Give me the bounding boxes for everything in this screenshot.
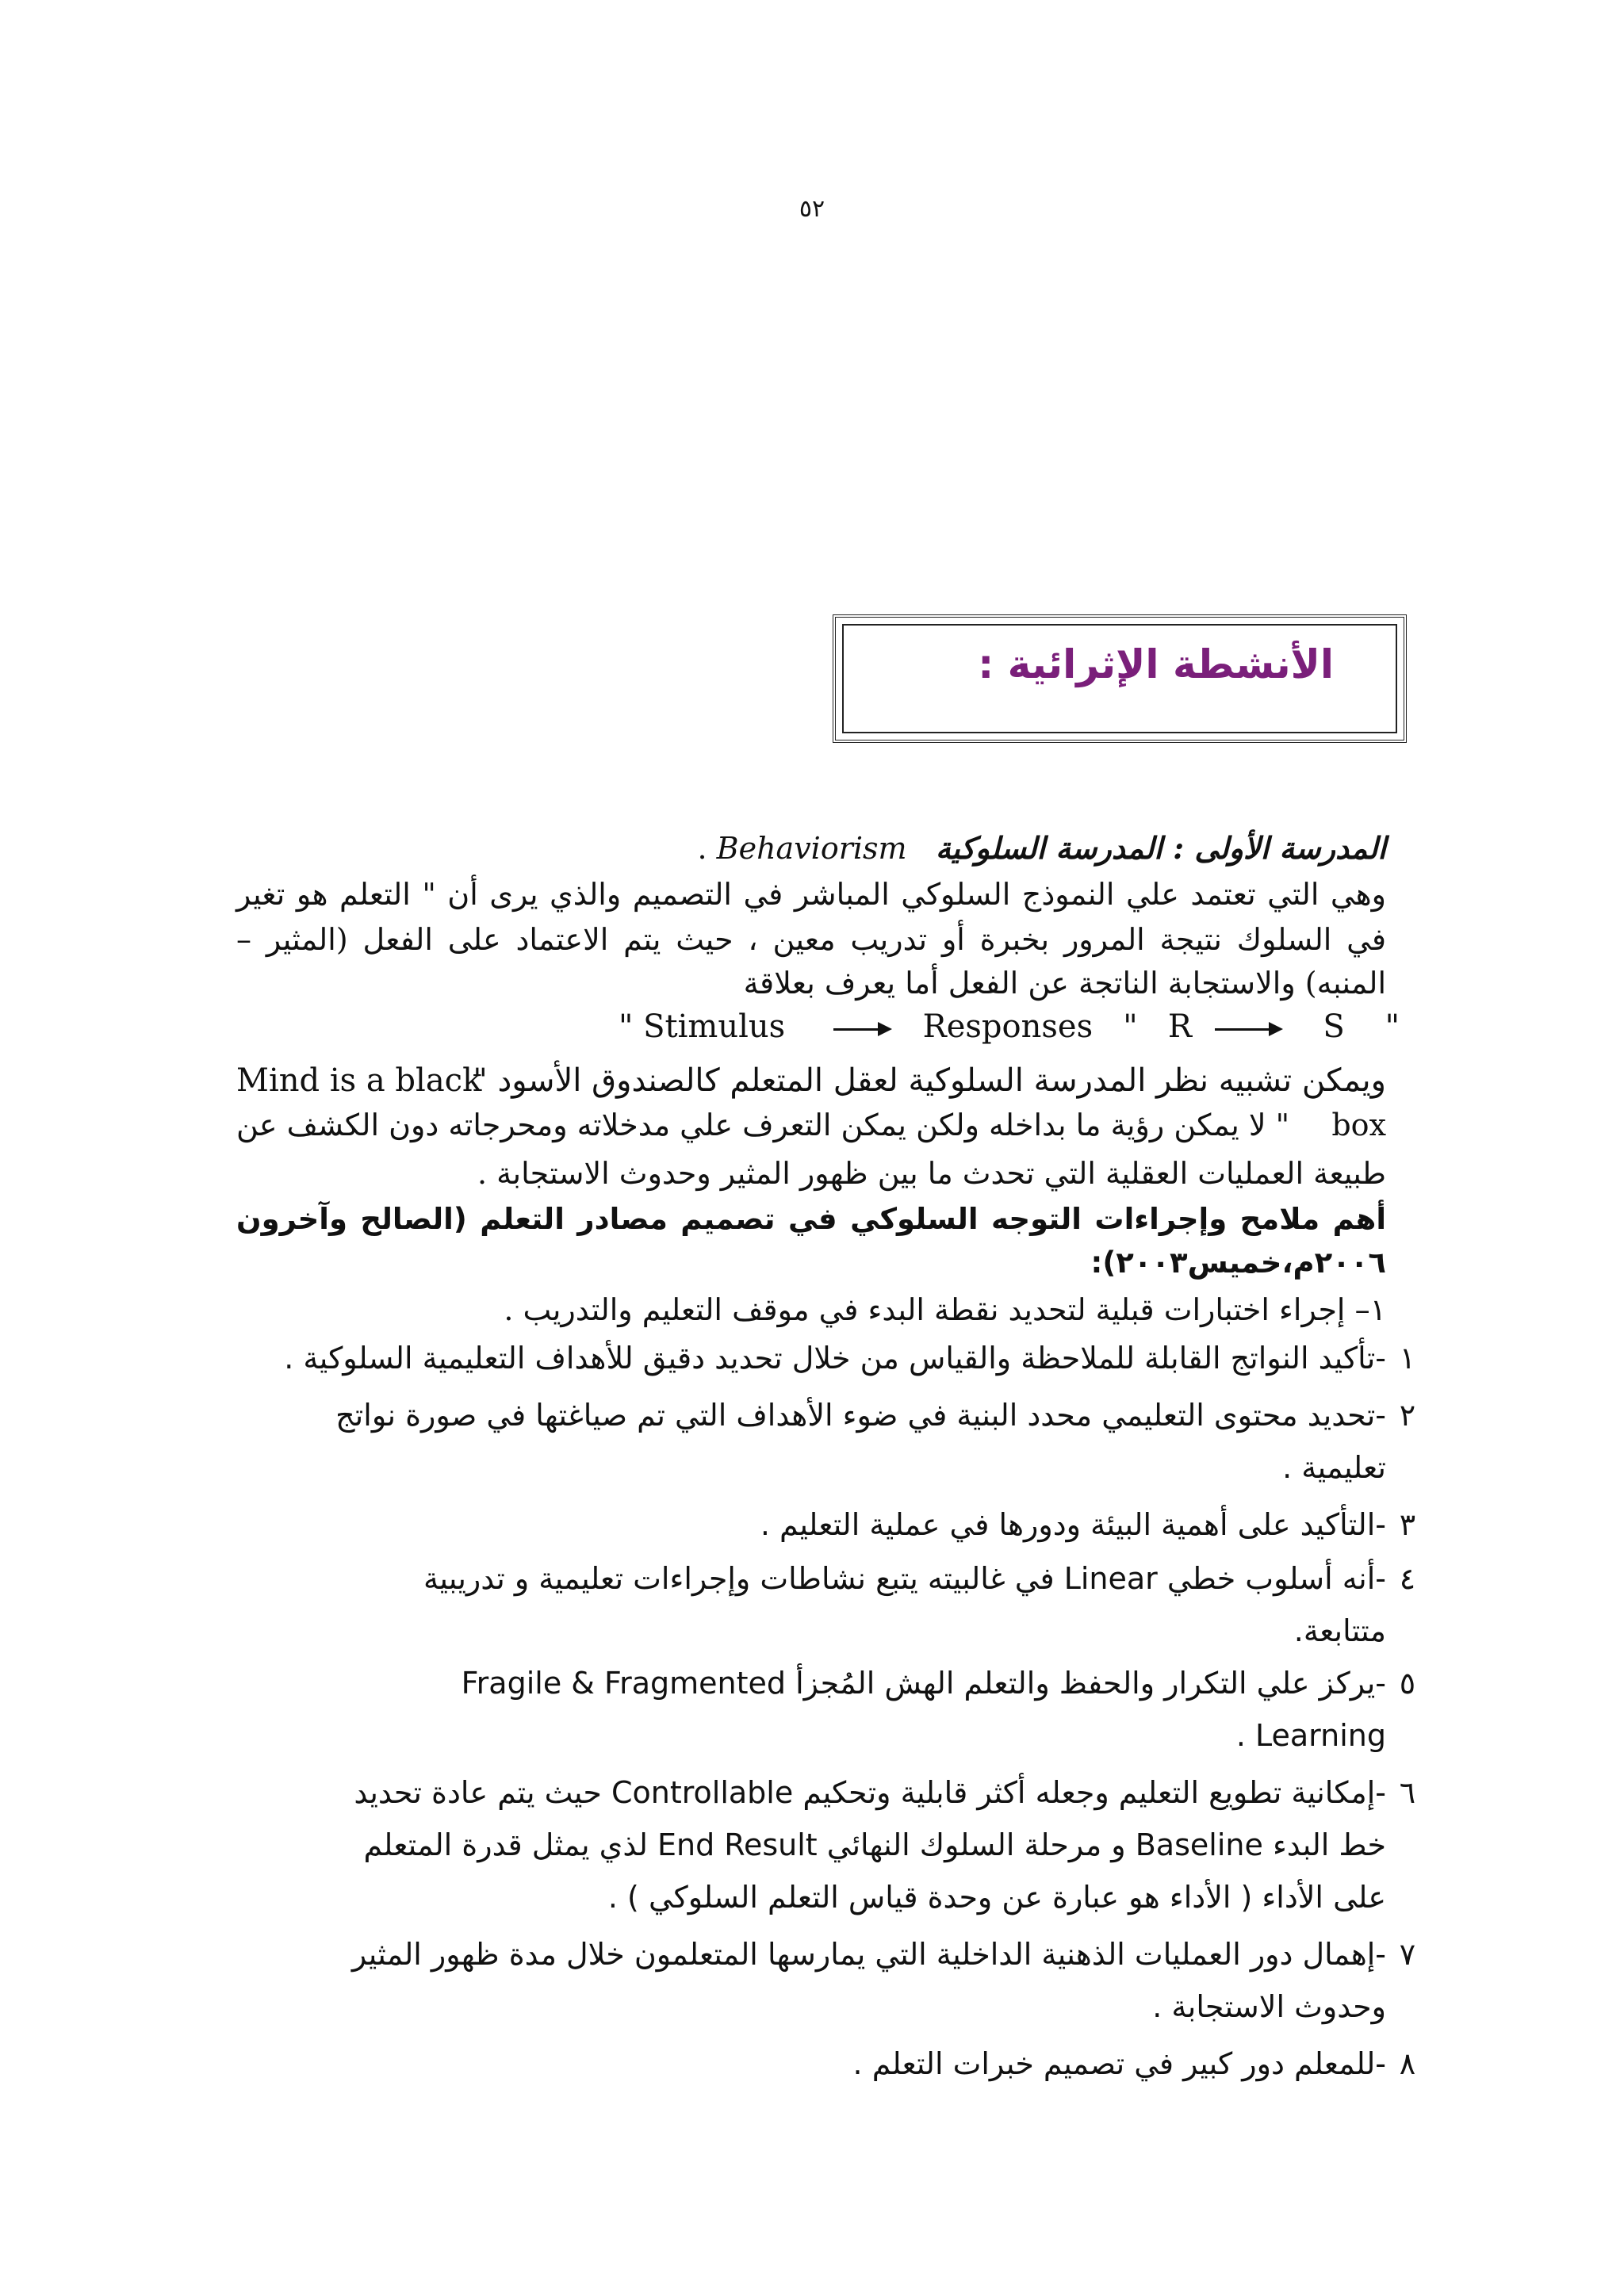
paragraph2-line2-arabic: " لا يمكن رؤية ما بداخله ولكن يمكن التعرف علي مدخلاته ومحرجاته دون الكشف عن [236, 1108, 1290, 1142]
list-item-line: -التأكيد على أهمية البيئة ودورها في عملية التعليم . [760, 1507, 1386, 1542]
title-box [833, 614, 1407, 743]
paragraph1-line3: المنبه) والاستجابة الناتجة عن الفعل أما يعرف بعلاقة [743, 966, 1386, 1001]
list-item-line: Learning . [1235, 1718, 1386, 1753]
list-item-number: ٨ [1399, 2046, 1416, 2081]
paragraph2-line3: طبيعة العمليات العقلية التي تحدث ما بين ظهور المثير وحدوث الاستجابة . [477, 1156, 1386, 1191]
list-item-line: -إهمال دور العمليات الذهنية الداخلية التي يمارسها المتعلمون خلال مدة ظهور المثير [351, 1937, 1386, 1972]
formula-close-quote: " [1385, 1008, 1400, 1045]
formula-responses: Responses [922, 1008, 1094, 1045]
list-item [276, 1657, 1416, 1762]
formula-s: S [1323, 1008, 1345, 1045]
list-item-line: خط البدء Baseline و مرحلة السلوك النهائي End Result لذي يمثل قدرة المتعلم [363, 1827, 1386, 1862]
list-item-line: على الأداء ( الأداء هو عبارة عن وحدة قياس التعلم السلوكي ) . [607, 1880, 1386, 1915]
section-heading-tail: . [697, 831, 707, 866]
features-heading-line1: أهم ملامح وإجراءات التوجه السلوكي في تصميم مصادر التعلم (الصالح وآخرون [236, 1202, 1386, 1236]
stimulus-response-formula [619, 1008, 1400, 1053]
list-item-number: ٣ [1399, 1507, 1416, 1542]
formula-arrow-1 [833, 1028, 889, 1031]
paragraph2-line1-latin: Mind is a black [236, 1062, 482, 1099]
list-item-number: ٥ [1399, 1666, 1416, 1701]
list-item [276, 2038, 1416, 2090]
formula-r: R [1167, 1008, 1192, 1045]
section-heading-arabic: المدرسة الأولى : المدرسة السلوكية [935, 830, 1386, 866]
paragraph2-line2 [236, 1108, 1386, 1149]
section-heading-latin: Behaviorism [716, 831, 907, 866]
list-item-number: ٤ [1399, 1561, 1416, 1596]
formula-open-quote: " [619, 1008, 634, 1045]
paragraph2-line1 [236, 1062, 1386, 1104]
list-item-line: -أنه أسلوب خطي Linear في غالبيته يتبع نشاطات وإجراءات تعليمية و تدريبية [423, 1561, 1386, 1596]
list-item [276, 1389, 1416, 1494]
list-item-line: -للمعلم دور كبير في تصميم خبرات التعلم . [852, 2046, 1386, 2081]
section-heading [236, 828, 1386, 868]
list-item [276, 1552, 1416, 1657]
paragraph1-line2: في السلوك نتيجة المرور بخبرة أو تدريب معين ، حيث يتم الاعتماد على الفعل (المثير – [236, 922, 1386, 957]
page-number: ٥٢ [799, 195, 825, 223]
list-item-line: وحدوث الاستجابة . [1152, 1989, 1386, 2024]
list-item-line: متتابعة. [1293, 1613, 1386, 1648]
list-item-line: -تأكيد النواتج القابلة للملاحظة والقياس من خلال تحديد دقيق للأهداف التعليمية السلوكية . [284, 1341, 1386, 1376]
list-item [276, 1332, 1416, 1384]
list-item [276, 1928, 1416, 2033]
formula-mid-quote: " [1123, 1008, 1138, 1045]
list-item-line: تعليمية . [1282, 1450, 1386, 1485]
list-item [276, 1498, 1416, 1551]
list-item-number: ١ [1399, 1341, 1416, 1376]
features-heading-line2: ٢٠٠٦م،خميس٢٠٠٣): [1090, 1246, 1386, 1280]
list-item-number: ٧ [1399, 1937, 1416, 1972]
paragraph2-line1-arabic: ويمكن تشبيه نظر المدرسة السلوكية لعقل المتعلم كالصندوق الأسود " [473, 1062, 1386, 1099]
list-item-line: -تحديد محتوى التعليمي محدد البنية في ضوء الأهداف التي تم صياغتها في صورة نواتج [335, 1398, 1386, 1433]
list-item-number: ٢ [1399, 1398, 1416, 1433]
list-item-line: -إمكانية تطويع التعليم وجعله أكثر قابلية وتحكيم Controllable حيث يتم عادة تحديد [354, 1775, 1386, 1810]
list-item-line: -يركز علي التكرار والحفظ والتعلم الهش المُجزأ Fragile & Fragmented [461, 1666, 1386, 1701]
list-item [276, 1766, 1416, 1923]
formula-arrow-2 [1215, 1028, 1280, 1031]
formula-stimulus: Stimulus [643, 1008, 786, 1045]
paragraph2-line2-latin: box [1331, 1108, 1386, 1142]
intro-item: ١– إجراء اختبارات قبلية لتحديد نقطة البدء في موقف التعليم والتدريب . [504, 1292, 1386, 1327]
paragraph1-line1: وهي التي تعتمد علي النموذج السلوكي المباشر في التصميم والذي يرى أن " التعلم هو تغير [236, 877, 1386, 912]
box-title: الأنشطة الإثرائية : [978, 641, 1334, 687]
list-item-number: ٦ [1399, 1775, 1416, 1810]
